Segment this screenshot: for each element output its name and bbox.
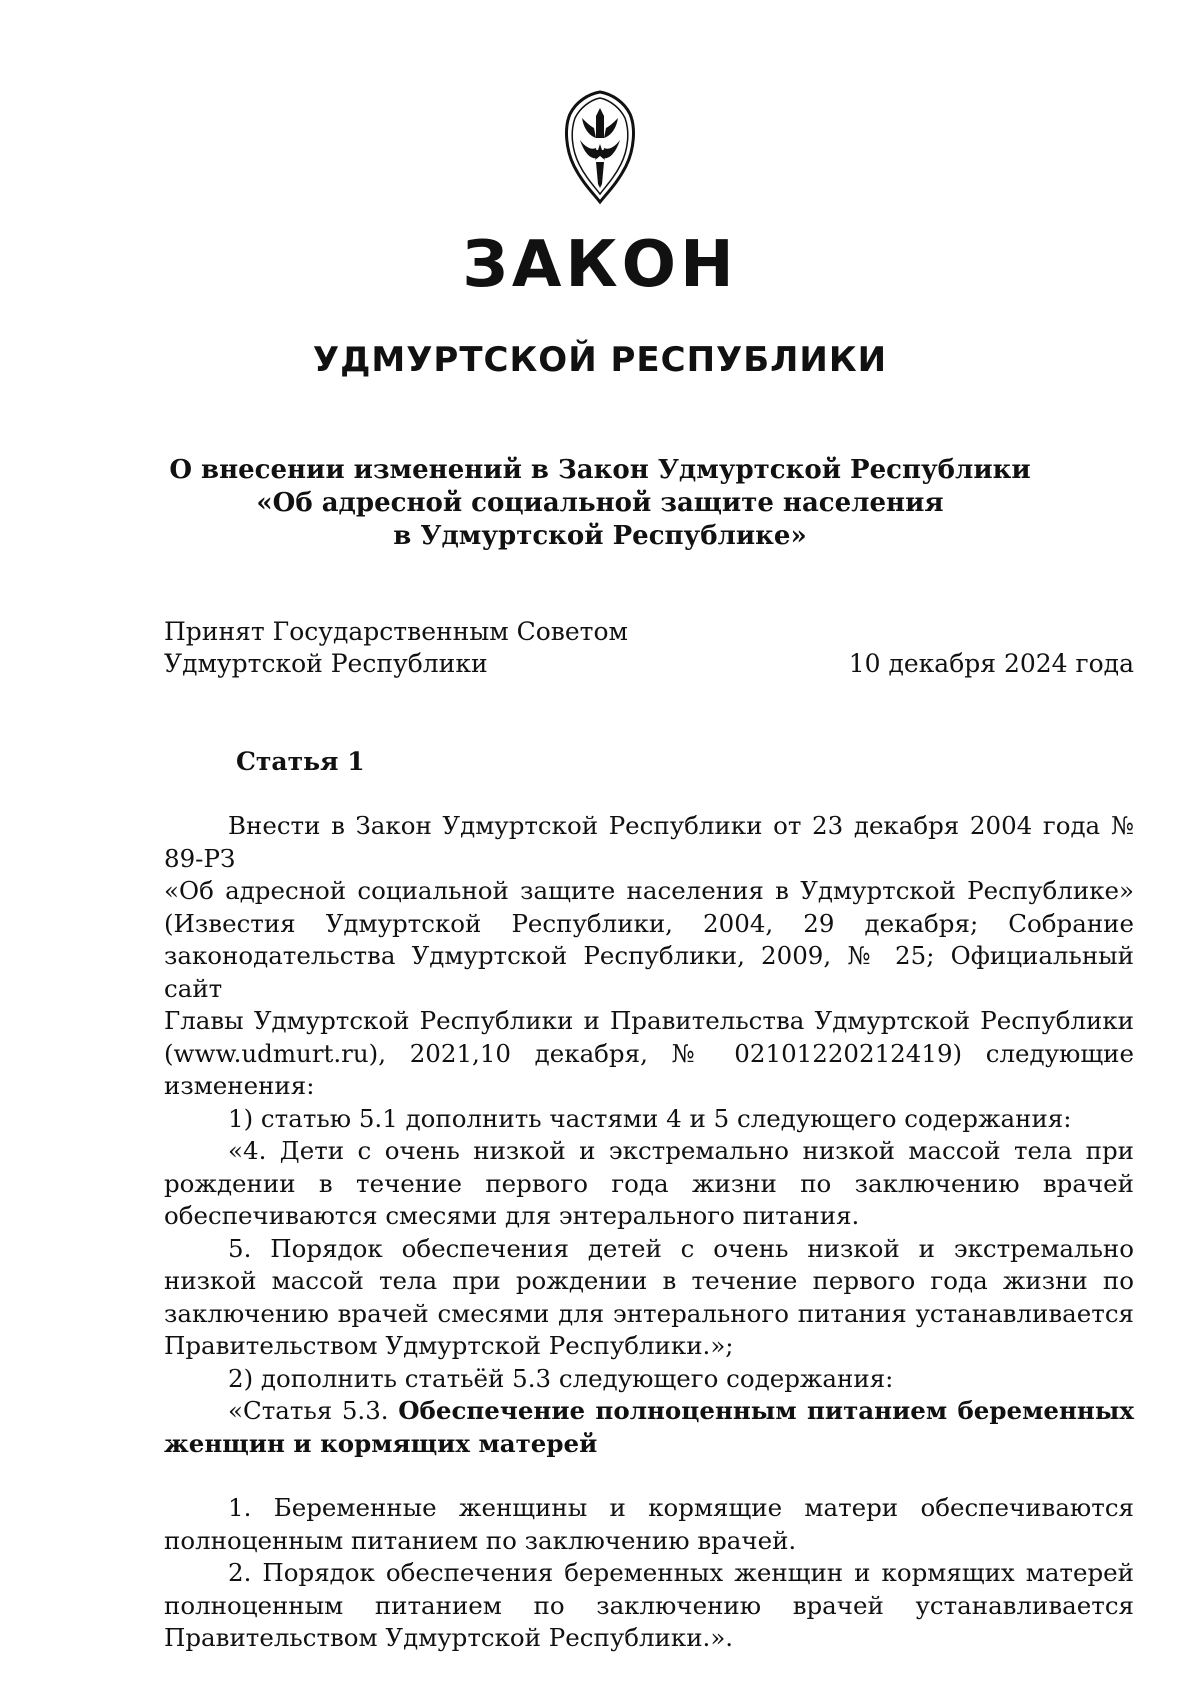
adoption-line: Удмуртской Республики xyxy=(164,649,488,678)
law-name-line: «Об адресной социальной защите населения xyxy=(256,488,944,518)
new-article-title: Обеспечение полноценным питанием беременных женщин и кормящих матерей xyxy=(164,1396,1134,1458)
law-name xyxy=(0,454,1200,553)
paragraph: «4. Дети с очень низкой и экстремально низкой массой тела при рождении в течение первого года жизни по заключению врачей обеспечиваются смесями для энтерального питания. xyxy=(164,1136,1134,1230)
adoption-line: Принят Государственным Советом xyxy=(164,617,628,646)
paragraph-line: «Об адресной социальной защите населения в Удмуртской Республике» xyxy=(164,876,1134,905)
new-article-heading xyxy=(164,1395,1134,1460)
paragraph-line: законодательства Удмуртской Республики, 2009, № 25; Официальный сайт xyxy=(164,941,1134,1003)
adoption-block xyxy=(164,616,628,680)
article-heading: Статья 1 xyxy=(236,747,365,776)
paragraph-line: Внести в Закон Удмуртской Республики от 23 декабря 2004 года № 89-РЗ xyxy=(164,811,1134,873)
adoption-date: 10 декабря 2024 года xyxy=(848,649,1134,678)
list-item: 1) статью 5.1 дополнить частями 4 и 5 следующего содержания: xyxy=(228,1103,1072,1133)
article-body xyxy=(164,810,1134,1655)
paragraph-line: (www.udmurt.ru), 2021,10 декабря, № 02101220212419) следующие изменения: xyxy=(164,1038,1134,1100)
law-name-line: О внесении изменений в Закон Удмуртской Республики xyxy=(169,455,1031,485)
paragraph-line: Главы Удмуртской Республики и Правительства Удмуртской Республики xyxy=(164,1006,1134,1035)
paragraph: 1. Беременные женщины и кормящие матери обеспечиваются полноценным питанием по заключению врачей. xyxy=(164,1493,1134,1555)
paragraph: 2. Порядок обеспечения беременных женщин и кормящих матерей полноценным питанием по заключению врачей устанавливается Правительством Удмуртской Республики.». xyxy=(164,1558,1134,1652)
spacer xyxy=(164,1460,1134,1492)
document-title: ЗАКОН xyxy=(462,228,738,302)
new-article-prefix: «Статья 5.3. xyxy=(228,1396,389,1425)
paragraph: 5. Порядок обеспечения детей с очень низкой и экстремально низкой массой тела при рождении в течение первого года жизни по заключению врачей смесями для энтерального питания устанавливается Правительством Удмуртской Республики.»; xyxy=(164,1233,1134,1360)
paragraph-line: (Известия Удмуртской Республики, 2004, 29 декабря; Собрание xyxy=(164,908,1134,938)
document-subtitle: УДМУРТСКОЙ РЕСПУБЛИКИ xyxy=(312,340,888,380)
coat-of-arms-emblem xyxy=(560,88,640,206)
list-item: 2) дополнить статьёй 5.3 следующего содержания: xyxy=(228,1363,894,1393)
law-name-line: в Удмуртской Республике» xyxy=(393,521,807,551)
